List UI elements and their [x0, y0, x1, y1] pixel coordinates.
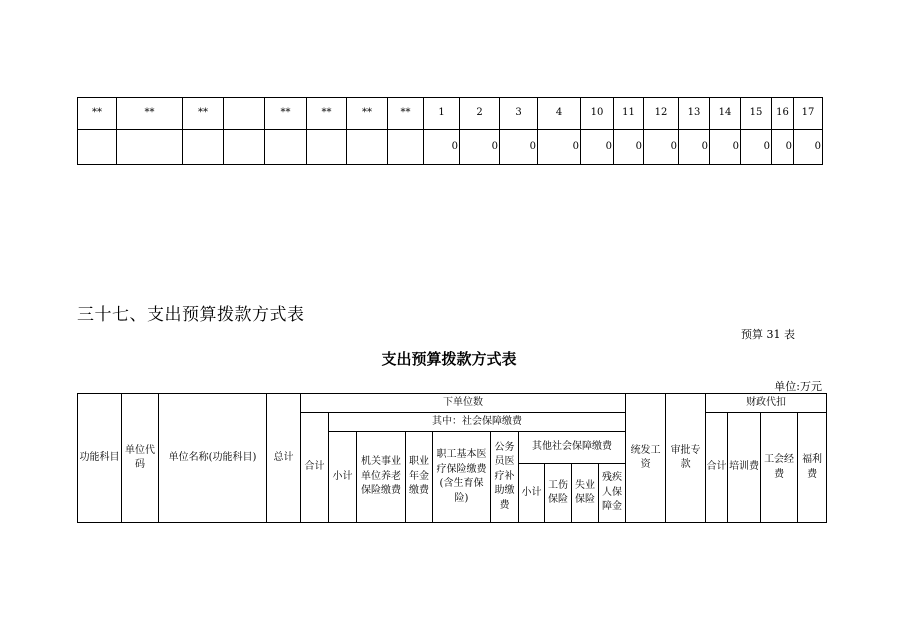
table-cell: **: [307, 98, 347, 130]
col-training: 培训费: [728, 413, 761, 523]
table-cell: [78, 130, 117, 165]
table-cell: **: [388, 98, 424, 130]
col-unit-code: 单位代码: [122, 394, 159, 523]
table-cell: **: [347, 98, 388, 130]
table-cell: 10: [581, 98, 614, 130]
col-subtotal-all: 合计: [301, 413, 329, 523]
table-cell: 0: [644, 130, 679, 165]
group-other-social-security: 其他社会保障缴费: [519, 432, 626, 464]
group-social-security: 其中：社会保障缴费: [329, 413, 626, 432]
table-header-row: [78, 98, 823, 130]
table-cell: 14: [710, 98, 741, 130]
col-agency-pension: 机关事业单位养老保险缴费: [357, 432, 406, 523]
table-cell: 0: [679, 130, 710, 165]
table-cell: 0: [460, 130, 500, 165]
table-cell: 0: [538, 130, 581, 165]
group-fiscal-deduction: 财政代扣: [706, 394, 827, 413]
table-cell: [347, 130, 388, 165]
table-cell: 0: [794, 130, 823, 165]
col-unit-name: 单位名称(功能科目): [159, 394, 267, 523]
unit-label: 单位:万元: [774, 380, 822, 393]
table-cell: [224, 98, 265, 130]
col-civil-servant-medical: 公务员医疗补助缴费: [491, 432, 519, 523]
table-cell: 2: [460, 98, 500, 130]
table-cell: [265, 130, 307, 165]
table-cell: [117, 130, 183, 165]
col-disability: 残疾人保障金: [599, 464, 626, 523]
table-cell: [307, 130, 347, 165]
table-cell: 1: [424, 98, 460, 130]
table-code-label: 预算 31 表: [741, 328, 795, 341]
table-cell: 0: [772, 130, 794, 165]
col-ss-subtotal: 小计: [329, 432, 357, 523]
col-unified-salary: 统发工资: [626, 394, 666, 523]
table-cell: [183, 130, 224, 165]
table-cell: **: [117, 98, 183, 130]
col-approved-special: 审批专款: [666, 394, 706, 523]
table-row: [78, 130, 823, 165]
col-total: 总计: [267, 394, 301, 523]
table-cell: 0: [741, 130, 772, 165]
table-cell: [224, 130, 265, 165]
col-fd-total: 合计: [706, 413, 728, 523]
col-function-subject: 功能科目: [78, 394, 122, 523]
continuation-table: [77, 97, 823, 165]
table-cell: 15: [741, 98, 772, 130]
col-welfare: 福利费: [798, 413, 827, 523]
table-cell: 0: [614, 130, 644, 165]
table-cell: 11: [614, 98, 644, 130]
table-cell: 12: [644, 98, 679, 130]
table-title: 支出预算拨款方式表: [381, 350, 517, 368]
table-cell: **: [78, 98, 117, 130]
table-cell: 0: [581, 130, 614, 165]
table-cell: 0: [710, 130, 741, 165]
col-other-subtotal: 小计: [519, 464, 545, 523]
col-work-injury: 工伤保险: [545, 464, 572, 523]
col-union: 工会经费: [761, 413, 798, 523]
table-cell: [388, 130, 424, 165]
col-employee-medical: 职工基本医疗保险缴费(含生育保险): [433, 432, 491, 523]
header-row: [78, 394, 827, 413]
budget-method-table: [77, 393, 827, 523]
group-lower-units: 下单位数: [301, 394, 626, 413]
col-occupational-annuity: 职业年金缴费: [406, 432, 433, 523]
section-heading: 三十七、支出预算拨款方式表: [77, 305, 305, 325]
table-cell: 16: [772, 98, 794, 130]
table-cell: 13: [679, 98, 710, 130]
table-cell: **: [265, 98, 307, 130]
table-cell: **: [183, 98, 224, 130]
col-unemployment: 失业保险: [572, 464, 599, 523]
table-cell: 0: [424, 130, 460, 165]
table-cell: 17: [794, 98, 823, 130]
table-cell: 0: [500, 130, 538, 165]
table-cell: 3: [500, 98, 538, 130]
table-cell: 4: [538, 98, 581, 130]
